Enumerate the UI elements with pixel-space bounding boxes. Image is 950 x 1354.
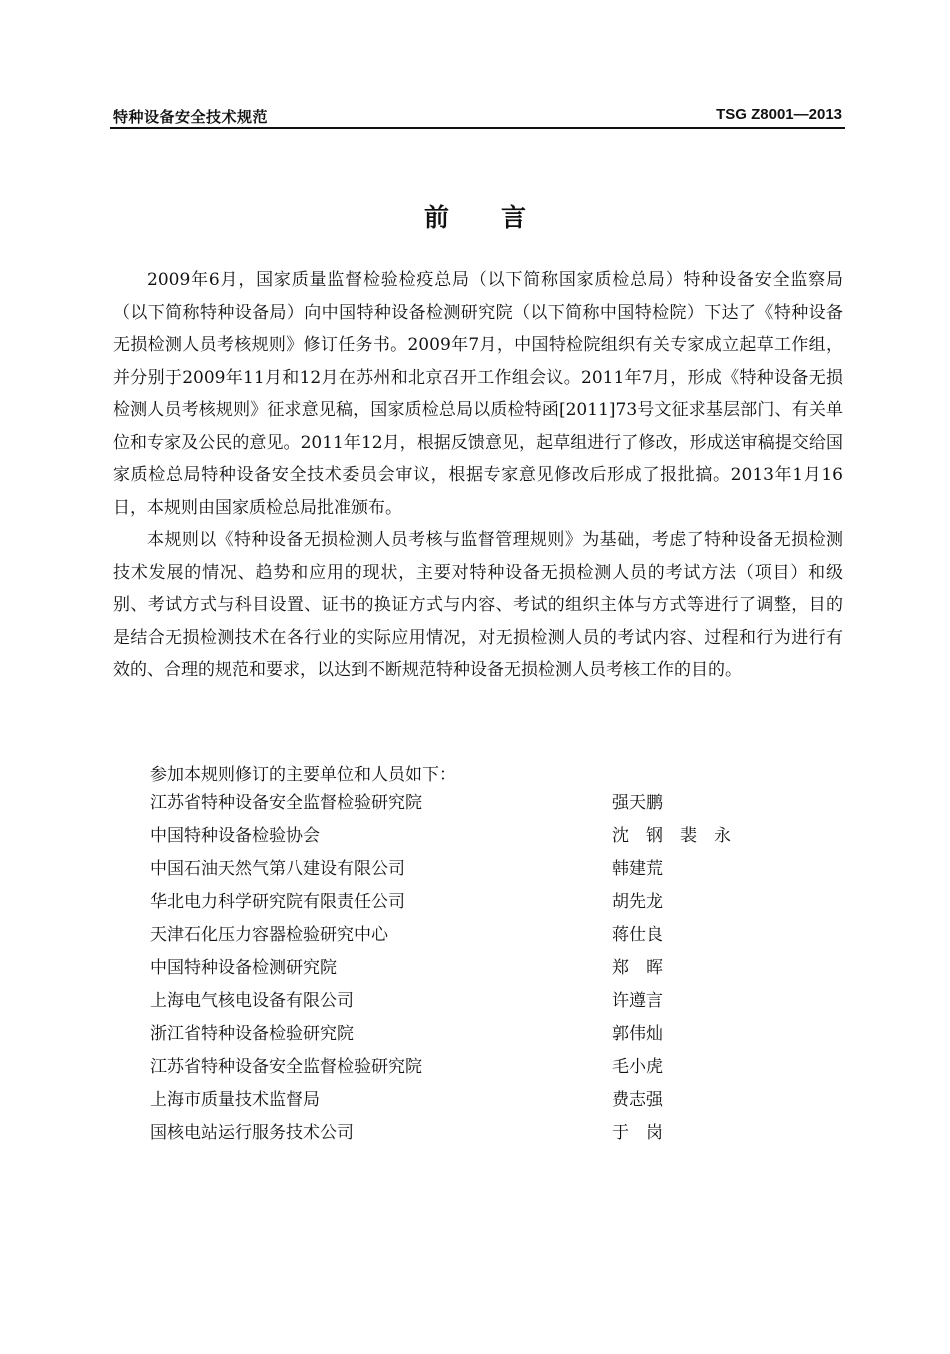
foreword-body [113,264,843,687]
contributor-row [150,985,790,1018]
contributor-person: 郑 晖 [612,958,663,978]
contributor-row [150,919,790,952]
contributor-org: 华北电力科学研究院有限责任公司 [150,892,405,912]
header-divider [110,127,845,129]
contributor-row [150,1084,790,1117]
contributor-org: 江苏省特种设备安全监督检验研究院 [150,793,422,813]
contributor-row [150,886,790,919]
contributors-intro: 参加本规则修订的主要单位和人员如下： [150,765,456,785]
header-document-category: 特种设备安全技术规范 [113,108,269,126]
contributor-org: 天津石化压力容器检验研究中心 [150,925,388,945]
contributor-org: 中国特种设备检验协会 [150,826,320,846]
contributor-org: 江苏省特种设备安全监督检验研究院 [150,1057,422,1077]
contributor-org: 上海市质量技术监督局 [150,1090,320,1110]
contributor-row [150,820,790,853]
contributor-org: 中国特种设备检测研究院 [150,958,337,978]
contributor-person: 费志强 [612,1090,663,1110]
contributor-row [150,1018,790,1051]
page-title: 前言 [423,203,578,232]
contributor-person: 胡先龙 [612,892,663,912]
contributor-org: 浙江省特种设备检验研究院 [150,1024,354,1044]
contributor-org: 上海电气核电设备有限公司 [150,991,354,1011]
contributor-row [150,1051,790,1084]
contributor-person: 于 岗 [612,1123,663,1143]
contributor-person: 蒋仕良 [612,925,663,945]
contributor-row [150,787,790,820]
contributor-row [150,1117,790,1150]
contributors-list [150,787,790,1150]
header-standard-number: TSG Z8001—2013 [716,106,842,123]
contributor-row [150,853,790,886]
contributor-person: 强天鹏 [612,793,663,813]
contributor-person: 许遵言 [612,991,663,1011]
contributor-org: 国核电站运行服务技术公司 [150,1123,354,1143]
contributor-person: 韩建荒 [612,859,663,879]
foreword-paragraph-1: 2009年6月，国家质量监督检验检疫总局（以下简称国家质检总局）特种设备安全监察局（以下简称特种设备局）向中国特种设备检测研究院（以下简称中国特检院）下达了《特种设备无损检测人员考核规则》修订任务书。2009年7月，中国特检院组织有关专家成立起草工作组，并分别于2009年11月和12月在苏州和北京召开工作组会议。2011年7月，形成《特种设备无损检测人员考核规则》征求意见稿，国家质检总局以质检特函[2011]73号文征求基层部门、有关单位和专家及公民的意见。2011年12月，根据反馈意见，起草组进行了修改，形成送审稿提交给国家质检总局特种设备安全技术委员会审议，根据专家意见修改后形成了报批搞。2013年1月16日，本规则由国家质检总局批准颁布。 [113,270,843,518]
contributor-person: 毛小虎 [612,1057,663,1077]
contributor-person: 郭伟灿 [612,1024,663,1044]
contributor-row [150,952,790,985]
foreword-paragraph-2: 本规则以《特种设备无损检测人员考核与监督管理规则》为基础，考虑了特种设备无损检测技术发展的情况、趋势和应用的现状，主要对特种设备无损检测人员的考试方法（项目）和级别、考试方式与科目设置、证书的换证方式与内容、考试的组织主体与方式等进行了调整，目的是结合无损检测技术在各行业的实际应用情况，对无损检测人员的考试内容、过程和行为进行有效的、合理的规范和要求，以达到不断规范特种设备无损检测人员考核工作的目的。 [113,530,843,680]
contributor-org: 中国石油天然气第八建设有限公司 [150,859,405,879]
contributor-person: 沈 钢 裴 永 [612,826,731,846]
